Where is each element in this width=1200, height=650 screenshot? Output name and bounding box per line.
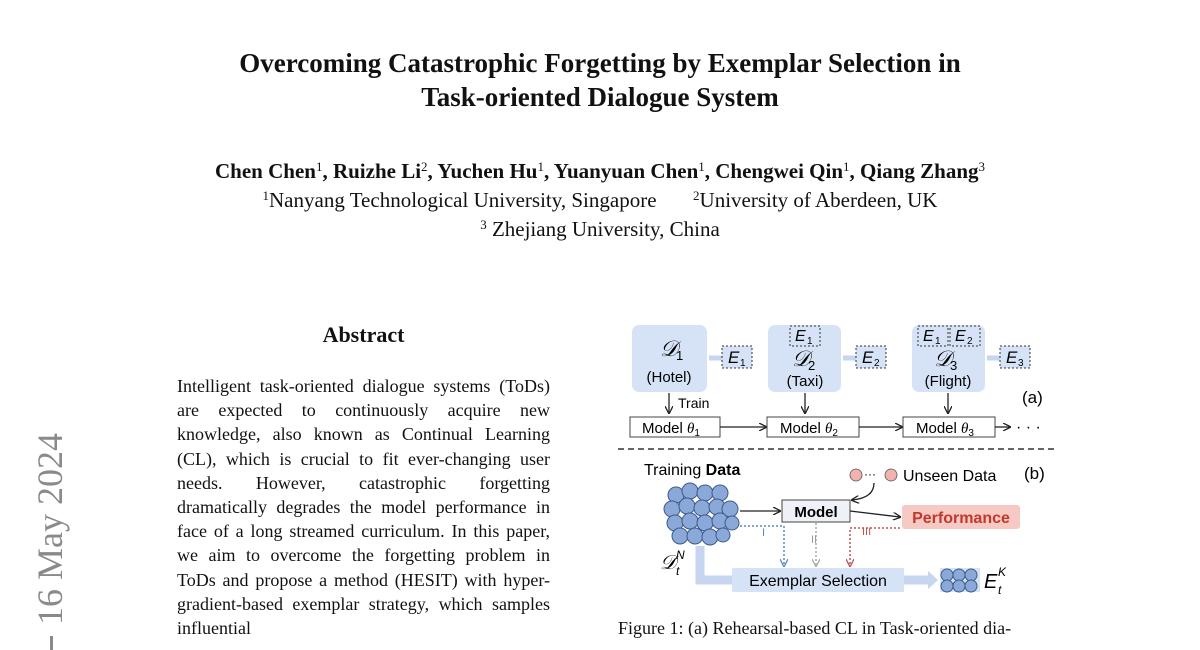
task-symbol: 𝒟 [792, 346, 810, 371]
selection-flow-head [928, 571, 938, 589]
affiliation-line-1 [0, 186, 1200, 214]
task-label: (Hotel) [646, 369, 692, 386]
figure-caption: Figure 1: (a) Rehearsal-based CL in Task-oriented dia- [618, 618, 1012, 638]
affiliation-text: Nanyang Technological University, Singapore [269, 188, 657, 212]
exemplar-superscript: K [998, 565, 1007, 579]
author-affiliation-mark: 1 [537, 159, 544, 174]
author-affiliation-mark: 1 [698, 159, 705, 174]
author-affiliation-mark: 3 [978, 159, 985, 174]
exemplar-e3 [1000, 346, 1030, 369]
figure-diagram [612, 318, 1062, 608]
task-symbol: 𝒟 [660, 336, 678, 361]
paper-title [0, 46, 1200, 114]
exemplar-e2 [856, 346, 886, 369]
roman-iii: III [862, 526, 872, 538]
panel-a-label: (a) [1022, 388, 1043, 407]
author-name: Yuanyuan Chen [553, 159, 699, 183]
svg-text:E: E [923, 328, 934, 345]
svg-text:Exemplar Selection: Exemplar Selection [749, 573, 887, 590]
author-affiliation-mark: 2 [421, 159, 428, 174]
train-label: Train [678, 395, 710, 411]
author-name: Chen Chen [215, 159, 316, 183]
exemplar-cluster [940, 568, 980, 592]
unseen-data-dot [885, 469, 897, 481]
unseen-data-dots: ··· [864, 467, 876, 481]
author-affiliation-mark: 1 [315, 159, 323, 174]
training-data-cluster [664, 483, 739, 545]
author-list: Chen Chen$^1$, Ruizhe Li$^2$, Yuchen Hu$^1$, Yuanyuan Chen$^1$, Chengwei Qin$^1$, Qiang Zhang$^3$ [215, 159, 985, 183]
abstract-heading: Abstract [322, 322, 405, 347]
influence-arrow-iii [850, 528, 900, 566]
svg-text:E: E [862, 348, 874, 367]
model-theta-2 [767, 417, 859, 439]
affiliation-text: Zhejiang University, China [486, 217, 720, 241]
svg-text:E: E [728, 348, 740, 367]
task-label: (Flight) [924, 373, 972, 390]
svg-text:1: 1 [807, 336, 813, 347]
author-name: Qiang Zhang [860, 159, 979, 183]
training-data-label: Training Data [644, 462, 741, 479]
svg-text:2: 2 [967, 336, 973, 347]
model-theta-3 [903, 417, 995, 439]
model-box [782, 500, 850, 522]
svg-text:2: 2 [874, 358, 880, 369]
unseen-data-dot [850, 469, 862, 481]
svg-text:Model θ1: Model $\theta_1$ [642, 420, 700, 439]
task-label: (Taxi) [786, 373, 824, 390]
dataset-symbol: 𝒟 [660, 552, 676, 574]
arxiv-stamp [30, 400, 70, 648]
affiliation-number: 1 [262, 188, 270, 203]
dataset-superscript: N [676, 548, 685, 562]
affiliation-text: University of Aberdeen, UK [699, 188, 938, 212]
author-affiliation-mark: 1 [843, 159, 850, 174]
svg-text:E: E [955, 328, 966, 345]
author-name: Yuchen Hu [437, 159, 538, 183]
affiliation-line-2 [0, 215, 1200, 243]
exemplar-symbol: E [984, 571, 998, 593]
svg-text:1: 1 [935, 336, 941, 347]
author-name: Chengwei Qin [715, 159, 844, 183]
roman-ii: II [811, 534, 818, 546]
abstract-body: Intelligent task-oriented dialogue systems (ToDs) are expected to continuously acquire new knowledge, also known as Continual Learning (CL), which is crucial to fit ever-changing user needs. However, catastrophic forgetting dramatically degrades the model performance in face of a long streamed curriculum. In this paper, we aim to overcome the forgetting problem in ToDs and propose a method (HESIT) with hyper-gradient-based exemplar strategy, which samples influential [177, 376, 550, 639]
roman-i: I [762, 527, 766, 539]
task-index: 2 [808, 358, 816, 373]
svg-text:E: E [1006, 348, 1018, 367]
affiliation-number: 2 [693, 188, 700, 203]
dataset-subscript: t [676, 564, 680, 578]
data-flow-path [700, 546, 734, 580]
task-box-hotel [632, 325, 707, 392]
continuation-ellipsis: · · · [1016, 419, 1041, 436]
svg-text:3: 3 [1018, 358, 1024, 369]
arxiv-date: 16 May 2024 [30, 433, 70, 625]
figure-1 [612, 318, 1062, 608]
unseen-data-label: Unseen Data [903, 468, 997, 485]
task-box-taxi [768, 325, 841, 392]
svg-text:Model θ2: Model $\theta_2$ [780, 420, 838, 439]
svg-text:1: 1 [740, 358, 746, 369]
affiliation-number: 3 [480, 217, 487, 232]
model-theta-1 [630, 417, 720, 439]
model-to-performance-arrow [850, 511, 900, 517]
task-symbol: 𝒟 [934, 346, 952, 371]
svg-text:Model: Model [794, 504, 838, 521]
exemplar-subscript: t [998, 583, 1002, 597]
task-index: 3 [950, 358, 958, 373]
task-box-flight [912, 325, 985, 392]
title-line-1: Overcoming Catastrophic Forgetting by Exemplar Selection in [239, 48, 961, 78]
svg-text:Model θ3: Model $\theta_3$ [916, 420, 974, 439]
task-index: 1 [676, 348, 684, 363]
exemplar-e1 [722, 346, 752, 369]
exemplar-selection-box [732, 568, 904, 592]
author-name: Ruizhe Li [332, 159, 422, 183]
unseen-to-model-arrow [852, 483, 874, 500]
svg-text:Performance: Performance [912, 510, 1010, 527]
svg-text:E: E [795, 328, 806, 345]
panel-b-label: (b) [1024, 464, 1045, 483]
title-line-2: Task-oriented Dialogue System [421, 82, 779, 112]
performance-box [902, 505, 1020, 529]
